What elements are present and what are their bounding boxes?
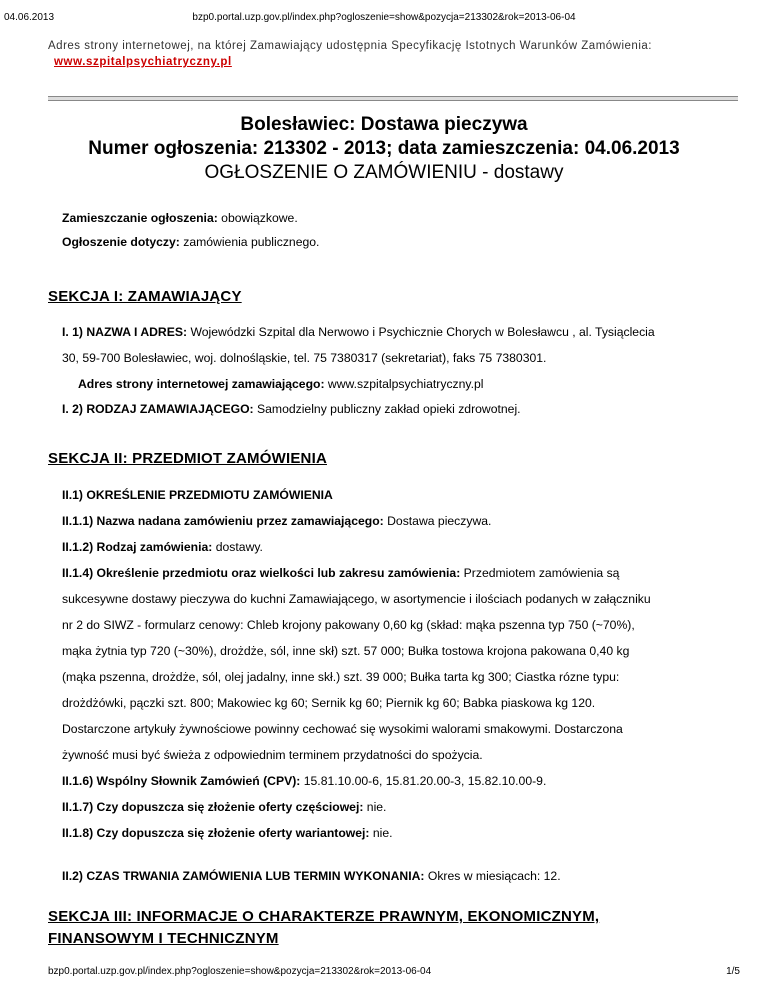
description-line: Dostarczone artykuły żywnościowe powinny cechować się wysokimi walorami smakowymi. Dostarczona xyxy=(62,722,623,736)
duration-row xyxy=(62,864,742,888)
siwz-intro xyxy=(48,40,738,70)
cpv-value: 15.81.10.00-6, 15.81.20.00-3, 15.82.10.00-9. xyxy=(303,774,547,788)
subsection-2-1-heading xyxy=(62,483,742,507)
partial-offer-label: II.1.7) Czy dopuszcza się złożenie oferty częściowej: xyxy=(62,800,364,814)
section-2-heading: SEKCJA II: PRZEDMIOT ZAMÓWIENIA xyxy=(48,450,327,467)
section-3-heading: SEKCJA III: INFORMACJE O CHARAKTERZE PRAWNYM, EKONOMICZNYM, xyxy=(48,908,600,925)
variant-offer-row xyxy=(62,821,742,845)
website-row xyxy=(78,372,738,396)
print-url: bzp0.portal.uzp.gov.pl/index.php?ogloszenie=show&pozycja=213302&rok=2013-06-04 xyxy=(192,12,576,23)
name-address-label: I. 1) NAZWA I ADRES: xyxy=(62,325,188,339)
print-header xyxy=(0,12,768,26)
description-line: sukcesywne dostawy pieczywa do kuchni Zamawiającego, w asortymencie i ilościach podanych w załączniku xyxy=(62,592,651,606)
description-row xyxy=(62,561,742,585)
description-first-line: Przedmiotem zamówienia są xyxy=(463,566,620,580)
placement-value: obowiązkowe. xyxy=(221,211,298,225)
contracting-type-value: Samodzielny publiczny zakład opieki zdrowotnej. xyxy=(257,402,521,416)
variant-offer-value: nie. xyxy=(372,826,393,840)
contracting-type-label: I. 2) RODZAJ ZAMAWIAJĄCEGO: xyxy=(62,402,254,416)
concerns-row xyxy=(62,230,742,254)
section-3-heading-cont: FINANSOWYM I TECHNICZNYM xyxy=(48,930,279,947)
contract-name-label: II.1.1) Nazwa nadana zamówieniu przez zamawiającego: xyxy=(62,514,384,528)
siwz-intro-text: Adres strony internetowej, na której Zamawiający udostępnia Specyfikację Istotnych Warunków Zamówienia: xyxy=(48,40,652,52)
duration-label: II.2) CZAS TRWANIA ZAMÓWIENIA LUB TERMIN WYKONANIA: xyxy=(62,869,425,883)
description-line: mąka żytnia typ 720 (~30%), drożdże, sól, inne skł) szt. 57 000; Bułka tostowa krojona pakowana 0,40 kg xyxy=(62,644,630,658)
print-footer xyxy=(0,966,768,980)
contract-kind-label: II.1.2) Rodzaj zamówienia: xyxy=(62,540,213,554)
description-line: (mąka pszenna, drożdże, sól, olej jadalny, inne skł.) szt. 39 000; Bułka tarta kg 300; Ciastka rózne typu: xyxy=(62,670,620,684)
description-line: nr 2 do SIWZ - formularz cenowy: Chleb krojony pakowany 0,60 kg (skład: mąka pszenna typ 750 (~70%), xyxy=(62,618,635,632)
contract-name-row xyxy=(62,509,742,533)
contract-name-value: Dostawa pieczywa. xyxy=(387,514,492,528)
website-label: Adres strony internetowej zamawiającego: xyxy=(78,377,325,391)
page-number: 1/5 xyxy=(726,966,740,977)
notice-title-block xyxy=(0,113,768,185)
placement-label: Zamieszczanie ogłoszenia: xyxy=(62,211,218,225)
variant-offer-label: II.1.8) Czy dopuszcza się złożenie oferty wariantowej: xyxy=(62,826,370,840)
concerns-value: zamówienia publicznego. xyxy=(183,235,320,249)
partial-offer-value: nie. xyxy=(366,800,387,814)
cpv-label: II.1.6) Wspólny Słownik Zamówień (CPV): xyxy=(62,774,301,788)
section-1-heading: SEKCJA I: ZAMAWIAJĄCY xyxy=(48,288,242,305)
horizontal-divider xyxy=(48,96,738,101)
notice-type: OGŁOSZENIE O ZAMÓWIENIU - dostawy xyxy=(204,162,564,183)
concerns-label: Ogłoszenie dotyczy: xyxy=(62,235,180,249)
name-address-row-cont: 30, 59-700 Bolesławiec, woj. dolnośląskie, tel. 75 7380317 (sekretariat), faks 75 7380301. xyxy=(62,351,547,365)
description-label: II.1.4) Określenie przedmiotu oraz wielkości lub zakresu zamówienia: xyxy=(62,566,461,580)
print-date: 04.06.2013 xyxy=(4,12,55,23)
notice-title: Bolesławiec: Dostawa pieczywa xyxy=(240,114,528,135)
siwz-website-link[interactable]: www.szpitalpsychiatryczny.pl xyxy=(54,56,232,68)
notice-number-line: Numer ogłoszenia: 213302 - 2013; data zamieszczenia: 04.06.2013 xyxy=(88,138,680,159)
placement-row xyxy=(62,206,742,230)
name-address-value: Wojewódzki Szpital dla Nerwowo i Psychicznie Chorych w Bolesławcu , al. Tysiąclecia xyxy=(190,325,655,339)
contract-kind-row xyxy=(62,535,742,559)
subsection-2-1-title: II.1) OKREŚLENIE PRZEDMIOTU ZAMÓWIENIA xyxy=(62,488,333,502)
name-address-row xyxy=(62,320,742,344)
footer-url: bzp0.portal.uzp.gov.pl/index.php?ogloszenie=show&pozycja=213302&rok=2013-06-04 xyxy=(48,966,432,977)
description-line: drożdżówki, pączki szt. 800; Makowiec kg 60; Sernik kg 60; Piernik kg 60; Babka piaskowa kg 120. xyxy=(62,696,596,710)
contract-kind-value: dostawy. xyxy=(215,540,263,554)
website-link[interactable]: www.szpitalpsychiatryczny.pl xyxy=(327,377,484,391)
partial-offer-row xyxy=(62,795,742,819)
description-line: żywność musi być świeża z odpowiednim terminem przydatności do spożycia. xyxy=(62,748,483,762)
cpv-row xyxy=(62,769,742,793)
contracting-type-row xyxy=(62,397,742,421)
duration-value: Okres w miesiącach: 12. xyxy=(427,869,561,883)
